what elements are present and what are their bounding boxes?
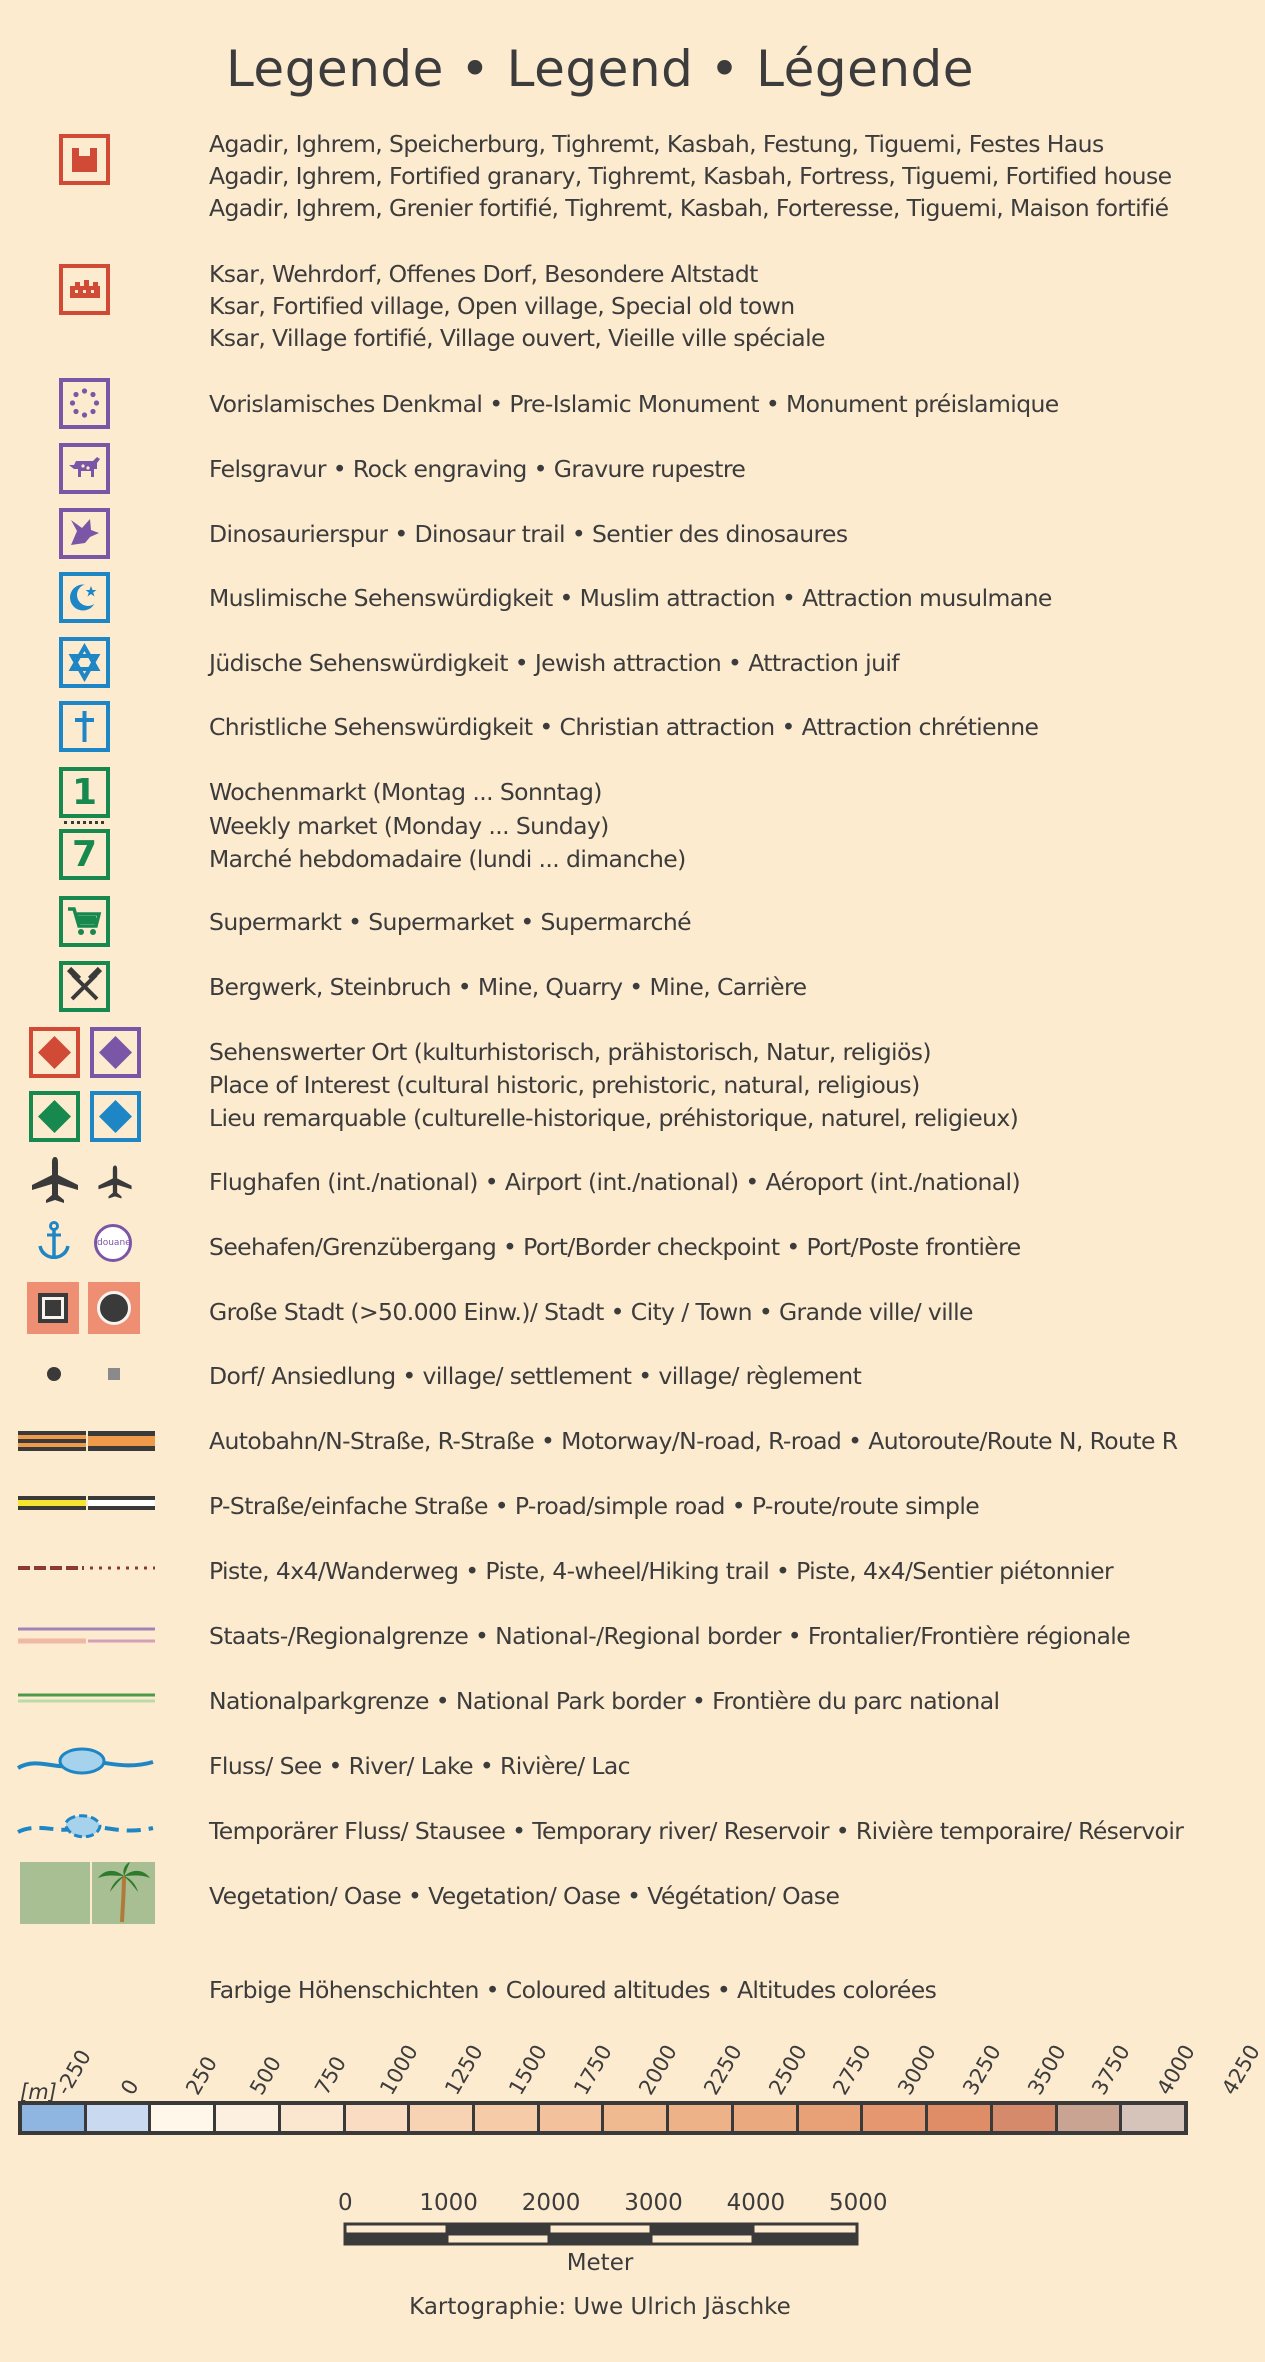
motorway-line-icon xyxy=(18,1428,155,1454)
ksar-icon xyxy=(59,264,110,315)
village-dot-icon xyxy=(47,1367,61,1381)
altitude-tick-label: 2750 xyxy=(828,2040,877,2099)
legend-text: Staats-/Regionalgrenze • National-/Regional border • Frontalier/Frontière régionale xyxy=(209,1622,1131,1650)
oasis-swatch xyxy=(92,1862,155,1924)
altitude-unit-label: [m] xyxy=(20,2080,57,2104)
altitude-tick-label: 1250 xyxy=(439,2040,488,2099)
altitude-color-cell xyxy=(799,2105,864,2131)
scale-unit-label: Meter xyxy=(566,2250,634,2276)
altitude-color-cell xyxy=(734,2105,799,2131)
red-diamond-icon xyxy=(29,1027,80,1078)
legend-text: Sehenswerter Ort (kulturhistorisch, prähistorisch, Natur, religiös) xyxy=(209,1038,931,1066)
legend-text: Muslimische Sehenswürdigkeit • Muslim attraction • Attraction musulmane xyxy=(209,584,1052,612)
star-of-david-icon xyxy=(59,637,110,688)
altitude-color-cell xyxy=(1122,2105,1184,2131)
legend-text: Christliche Sehenswürdigkeit • Christian attraction • Attraction chrétienne xyxy=(209,713,1039,741)
legend-text: Ksar, Wehrdorf, Offenes Dorf, Besondere Altstadt xyxy=(209,260,758,288)
altitude-tick-label: 3500 xyxy=(1022,2040,1071,2099)
altitude-color-cell xyxy=(475,2105,540,2131)
legend-text: Temporärer Fluss/ Stausee • Temporary river/ Reservoir • Rivière temporaire/ Réservoir xyxy=(209,1817,1184,1845)
altitude-tick-label: 4250 xyxy=(1217,2040,1265,2099)
crossed-hammers-icon xyxy=(59,961,110,1012)
market-monday-icon: 1 xyxy=(59,767,110,818)
piste-trail-line-icon xyxy=(18,1564,155,1572)
legend-text: Agadir, Ighrem, Speicherburg, Tighremt, Kasbah, Festung, Tiguemi, Festes Haus xyxy=(209,130,1104,158)
altitude-color-cell xyxy=(1058,2105,1123,2131)
rock-engraving-icon xyxy=(59,443,110,494)
international-airport-icon xyxy=(30,1155,80,1205)
legend-text: Dorf/ Ansiedlung • village/ settlement • village/ règlement xyxy=(209,1362,862,1390)
altitude-tick-label: 3750 xyxy=(1087,2040,1136,2099)
altitude-tick-label: 1750 xyxy=(569,2040,617,2099)
palm-tree-icon xyxy=(92,1862,155,1924)
altitude-color-cell xyxy=(604,2105,669,2131)
national-park-border-icon xyxy=(18,1692,155,1704)
legend-text: P-Straße/einfache Straße • P-road/simple road • P-route/route simple xyxy=(209,1492,980,1520)
legend-text: Agadir, Ighrem, Fortified granary, Tighremt, Kasbah, Fortress, Tiguemi, Fortified house xyxy=(209,162,1172,190)
legend-text: Vorislamisches Denkmal • Pre-Islamic Monument • Monument préislamique xyxy=(209,390,1059,418)
altitude-color-cell xyxy=(87,2105,152,2131)
vegetation-swatch xyxy=(20,1862,90,1924)
stone-circle-icon xyxy=(59,378,110,429)
altitude-tick-label: 500 xyxy=(245,2052,287,2099)
altitude-color-cell xyxy=(993,2105,1058,2131)
legend-text: Dinosaurierspur • Dinosaur trail • Sentier des dinosaures xyxy=(209,520,848,548)
distance-scale-bar xyxy=(343,2222,861,2248)
altitude-color-cell xyxy=(410,2105,475,2131)
p-road-line-icon xyxy=(18,1494,155,1512)
national-airport-icon xyxy=(97,1164,133,1200)
distance-scale-label: 4000 xyxy=(726,2190,786,2216)
city-square-icon xyxy=(27,1282,79,1334)
legend-text: Weekly market (Monday ... Sunday) xyxy=(209,812,609,840)
cartography-credit: Kartographie: Uwe Ulrich Jäschke xyxy=(409,2294,791,2320)
border-line-icon xyxy=(18,1624,155,1650)
blue-diamond-icon xyxy=(90,1091,141,1142)
altitude-tick-label: -250 xyxy=(51,2045,96,2099)
legend-text: Nationalparkgrenze • National Park border • Frontière du parc national xyxy=(209,1687,1000,1715)
customs-checkpoint-icon: douane xyxy=(94,1224,132,1262)
altitude-color-cell xyxy=(928,2105,993,2131)
distance-scale-label: 1000 xyxy=(419,2190,478,2216)
legend-text: Place of Interest (cultural historic, prehistoric, natural, religious) xyxy=(209,1071,920,1099)
town-circle-icon xyxy=(88,1282,140,1334)
legend-text: Fluss/ See • River/ Lake • Rivière/ Lac xyxy=(209,1752,631,1780)
altitude-color-cell xyxy=(151,2105,216,2131)
market-sunday-icon: 7 xyxy=(59,829,110,880)
settlement-square-icon xyxy=(108,1368,120,1380)
altitude-tick-label: 0 xyxy=(115,2075,144,2099)
legend-text: Flughafen (int./national) • Airport (int./national) • Aéroport (int./national) xyxy=(209,1168,1021,1196)
shopping-cart-icon xyxy=(59,896,110,947)
river-lake-icon xyxy=(18,1744,158,1778)
purple-diamond-icon xyxy=(90,1027,141,1078)
legend-text: Piste, 4x4/Wanderweg • Piste, 4-wheel/Hiking trail • Piste, 4x4/Sentier piétonnier xyxy=(209,1557,1114,1585)
dinosaur-footprint-icon xyxy=(59,508,110,559)
legend-text: Jüdische Sehenswürdigkeit • Jewish attraction • Attraction juif xyxy=(209,649,899,677)
distance-scale-label: 5000 xyxy=(829,2190,888,2216)
legend-text: Ksar, Fortified village, Open village, Special old town xyxy=(209,292,795,320)
altitude-color-cell xyxy=(22,2105,87,2131)
temporary-river-reservoir-icon xyxy=(18,1808,158,1844)
altitude-color-scale xyxy=(18,2101,1188,2135)
distance-scale-label: 3000 xyxy=(624,2190,683,2216)
legend-text: Seehafen/Grenzübergang • Port/Border checkpoint • Port/Poste frontière xyxy=(209,1233,1021,1261)
fortified-granary-icon xyxy=(59,134,110,185)
anchor-icon xyxy=(36,1221,72,1261)
legend-text: Autobahn/N-Straße, R-Straße • Motorway/N-road, R-road • Autoroute/Route N, Route R xyxy=(209,1427,1178,1455)
altitude-tick-label: 2500 xyxy=(763,2040,812,2099)
altitude-tick-label: 250 xyxy=(180,2052,222,2099)
altitudes-heading: Farbige Höhenschichten • Coloured altitudes • Altitudes colorées xyxy=(209,1976,937,2004)
cross-icon xyxy=(59,701,110,752)
altitude-color-cell xyxy=(346,2105,411,2131)
legend-text: Agadir, Ighrem, Grenier fortifié, Tighremt, Kasbah, Forteresse, Tiguemi, Maison fortifié xyxy=(209,194,1169,222)
altitude-tick-label: 4000 xyxy=(1152,2040,1200,2099)
altitude-color-cell xyxy=(281,2105,346,2131)
altitude-color-cell xyxy=(669,2105,734,2131)
distance-scale-label: 2000 xyxy=(521,2190,581,2216)
altitude-tick-label: 3250 xyxy=(958,2040,1006,2099)
legend-text: Lieu remarquable (culturelle-historique, préhistorique, naturel, religieux) xyxy=(209,1104,1019,1132)
crescent-star-icon xyxy=(59,572,110,623)
legend-text: Große Stadt (>50.000 Einw.)/ Stadt • City / Town • Grande ville/ ville xyxy=(209,1298,973,1326)
green-diamond-icon xyxy=(29,1091,80,1142)
legend-text: Marché hebdomadaire (lundi ... dimanche) xyxy=(209,845,686,873)
legend-text: Felsgravur • Rock engraving • Gravure rupestre xyxy=(209,455,746,483)
legend-title: Legende • Legend • Légende xyxy=(225,40,975,98)
altitude-tick-label: 2250 xyxy=(698,2040,747,2099)
altitude-tick-label: 2000 xyxy=(634,2040,682,2099)
altitude-tick-label: 3000 xyxy=(893,2040,941,2099)
distance-scale-label: 0 xyxy=(338,2190,353,2216)
altitude-tick-label: 1500 xyxy=(504,2040,553,2099)
altitude-color-cell xyxy=(863,2105,928,2131)
altitude-tick-label: 1000 xyxy=(375,2040,423,2099)
altitude-color-cell xyxy=(540,2105,605,2131)
altitude-tick-label: 750 xyxy=(310,2052,352,2099)
market-ellipsis xyxy=(64,821,104,824)
legend-text: Supermarkt • Supermarket • Supermarché xyxy=(209,908,691,936)
legend-text: Bergwerk, Steinbruch • Mine, Quarry • Mine, Carrière xyxy=(209,973,807,1001)
legend-text: Vegetation/ Oase • Vegetation/ Oase • Végétation/ Oase xyxy=(209,1882,840,1910)
altitude-color-cell xyxy=(216,2105,281,2131)
legend-text: Wochenmarkt (Montag ... Sonntag) xyxy=(209,778,602,806)
legend-text: Ksar, Village fortifié, Village ouvert, Vieille ville spéciale xyxy=(209,324,825,352)
